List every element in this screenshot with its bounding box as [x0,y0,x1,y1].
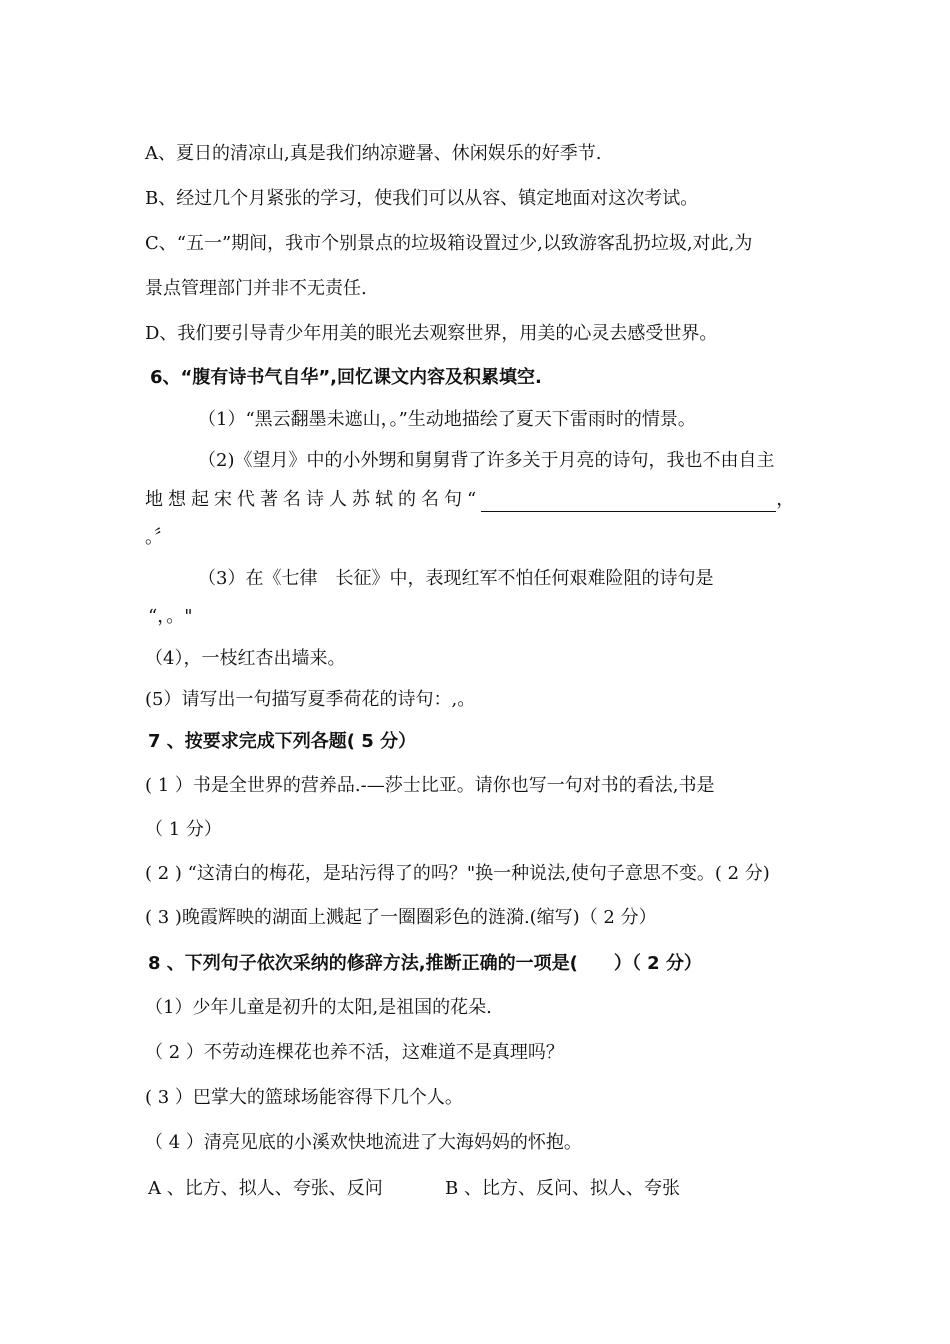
q6-item-3-line-1: （3）在《七律 长征》中，表现红军不怕任何艰难险阻的诗句是 [198,568,714,589]
q6-item-1: （1）“黑云翻墨未遮山，。”生动地描绘了夏天下雷雨时的情景。 [198,409,696,430]
q6-item-5: (5）请写出一句描写夏季荷花的诗句：,。 [145,689,476,710]
q8-choice-a: A 、比方、拟人、夸张、反问 [148,1178,383,1199]
q5-option-c-continued: 景点管理部门并非不无责任. [145,278,367,299]
q5-option-d: D、我们要引导青少年用美的眼光去观察世界，用美的心灵去感受世界。 [145,323,718,344]
q6-item-2-comma: ， [776,489,795,510]
q7-item-1-line-1: ( 1 ）书是全世界的营养品.-—莎士比亚。请你也写一句对书的看法,书是 [145,775,715,796]
q5-option-a: A、夏日的清凉山,真是我们纳凉避暑、休闲娱乐的好季节. [145,143,602,164]
q5-option-c: C、“五一”期间，我市个别景点的垃圾箱设置过少,以致游客乱扔垃圾,对此,为 [145,233,753,254]
q8-choice-b: B 、比方、反问、拟人、夸张 [445,1178,680,1199]
q6-answer-blank[interactable] [481,491,776,512]
q5-option-b: B、经过几个月紧张的学习，使我们可以从容、镇定地面对这次考试。 [145,188,699,209]
q6-item-2-line-2 [145,488,794,512]
q8-item-1: （1）少年儿童是初升的太阳,是祖国的花朵. [145,997,492,1018]
q6-item-2-line-1: （2)《望月》中的小外甥和舅舅背了许多关于月亮的诗句，我也不由自主 [198,450,775,471]
q8-item-2: （ 2 ）不劳动连棵花也养不活，这难道不是真理吗？ [145,1042,564,1063]
q7-item-3: ( 3 )晚霞辉映的湖面上溅起了一圈圈彩色的涟漪.(缩写)（ 2 分） [145,907,657,928]
q6-item-2-prompt: 地想起宋代著名诗人苏轼的名句“ [145,489,482,510]
q8-item-4: （ 4 ）清亮见底的小溪欢快地流进了大海妈妈的怀抱。 [145,1132,582,1153]
q6-title: 6、“腹有诗书气自华”,回忆课文内容及积累填空. [150,367,542,388]
q8-item-3: ( 3 ）巴掌大的篮球场能容得下几个人。 [145,1087,463,1108]
q6-item-3-line-2: “，。" [148,606,193,627]
q7-item-1-line-2: （ 1 分） [145,819,222,840]
q6-item-4: （4），一枝红杏出墙来。 [145,648,346,669]
q7-title: 7 、按要求完成下列各题( 5 分） [148,731,417,752]
q7-item-2: ( 2 ) “这清白的梅花，是玷污得了的吗？"换一种说法,使句子意思不变。( 2 分) [145,863,770,884]
q6-item-2-line-3: 。〞 [145,527,172,548]
q8-title: 8 、下列句子依次采纳的修辞方法,推断正确的一项是( ）（ 2 分） [148,953,702,974]
